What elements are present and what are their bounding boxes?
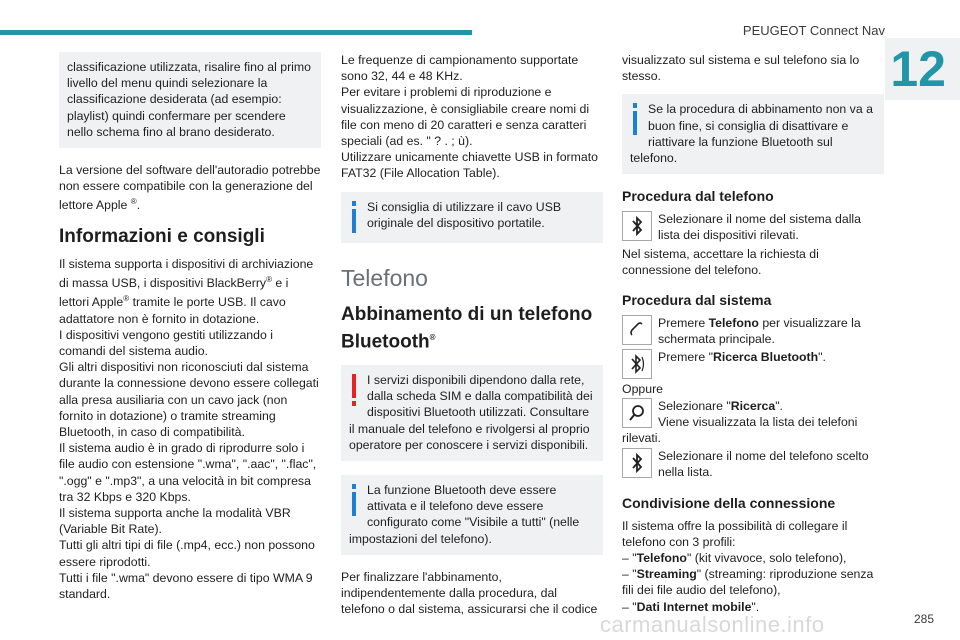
info-icon [349, 201, 359, 233]
info-note-bluetooth [341, 475, 603, 555]
system-step-1: Premere Telefono per visualizzare la schermata principale. [622, 315, 884, 347]
phone-after-text: Nel sistema, accettare la richiesta di connessione del telefono. [622, 246, 819, 277]
sharing-intro: Il sistema offre la possibilità di collegare il telefono con 3 profili: [622, 518, 848, 549]
info-line: Tutti i file ".wma" devono essere di tipo WMA 9 standard. [59, 570, 313, 601]
phone-handset-icon [622, 315, 652, 345]
system-step-4: Selezionare il nome del telefono scelto nella lista. [622, 448, 884, 480]
info-line: Gli altri dispositivi non riconosciuti dal sistema durante la connessione devono essere collegati alla presa ausiliaria con un cavo jack (non fornito in dotazione) o tramite streaming Bluetooth, in caso di compatibilità. [59, 360, 319, 439]
info-icon [349, 484, 359, 516]
info-note-retry [622, 94, 884, 174]
header-accent-bar [0, 30, 472, 35]
info-line: Tutti gli altri tipi di file (.mp4, ecc.) non possono essere riprodotti. [59, 538, 315, 569]
manual-title: PEUGEOT Connect Nav [742, 23, 885, 38]
info-icon [630, 103, 640, 135]
warning-note-text: I servizi disponibili dipendono dalla rete, dalla scheda SIM e dalla compatibilità dei dispositivi Bluetooth utilizzati. Consultare il manuale del telefono e rivolgersi al proprio operatore per conoscere i servizi disponibili. [349, 372, 593, 452]
bluetooth-search-icon [622, 349, 652, 379]
system-step-3: Selezionare "Ricerca". Viene visualizzata la lista dei telefoni rilevati. [622, 398, 858, 446]
info-tips-heading: Informazioni e consigli [59, 225, 265, 247]
section-title-telefono: Telefono [341, 264, 428, 291]
connection-sharing-heading: Condivisione della connessione [622, 494, 836, 511]
warning-icon [349, 374, 359, 406]
info-line: Il sistema audio è in grado di riprodurre solo i file audio con estensione ".wma", ".aac", ".flac", ".ogg" e ".mp3", a una velocità in bit compresa tra 32 Kbps e 320 Kbps. [59, 441, 317, 504]
info-line: Le frequenze di campionamento supportate sono 32, 44 e 48 KHz. [341, 53, 579, 84]
watermark: carmanualsonline.info [600, 612, 825, 637]
bluetooth-icon [622, 211, 652, 241]
info-note-bluetooth-text: La funzione Bluetooth deve essere attivata e il telefono deve essere configurato come "Visibile a tutti" (nelle impostazioni del telefono). [349, 482, 580, 546]
profile-item: – "Telefono" (kit vivavoce, solo telefono), [622, 551, 847, 566]
warning-note [341, 365, 603, 461]
info-line: I dispositivi vengono gestiti utilizzando i comandi del sistema audio. [59, 327, 273, 358]
search-icon [622, 398, 652, 428]
phone-step: Selezionare il nome del sistema dalla lista dei dispositivi rilevati. [622, 211, 884, 243]
chapter-number: 12 [890, 41, 946, 97]
info-line: Il sistema supporta anche la modalità VBR (Variable Bit Rate). [59, 505, 291, 537]
pairing-code-paragraph-cont: visualizzato sul sistema e sul telefono sia lo stesso. [622, 53, 860, 84]
column-2 [341, 52, 603, 617]
oppure-label: Oppure [622, 382, 664, 397]
pairing-heading: Abbinamento di un telefono Bluetooth® [341, 303, 593, 352]
continued-box [59, 52, 321, 148]
info-note-usb [341, 192, 603, 243]
pairing-code-paragraph: Per finalizzare l'abbinamento, indipendentemente dalla procedura, dal telefono o dal sistema, assicurarsi che il codice [341, 569, 598, 617]
system-procedure-heading: Procedura dal sistema [622, 292, 772, 309]
info-line: Utilizzare unicamente chiavette USB in formato FAT32 (File Allocation Table). [341, 150, 598, 181]
usb-paragraph: Il sistema supporta i dispositivi di archiviazione di massa USB, i dispositivi BlackBerry® e i lettori Apple® tramite le porte USB. Il cavo adattatore non è fornito in dotazione. [59, 256, 314, 326]
info-note-usb-text: Si consiglia di utilizzare il cavo USB originale del dispositivo portatile. [367, 199, 562, 230]
column-3 [622, 52, 884, 615]
phone-procedure-heading: Procedura dal telefono [622, 188, 774, 205]
column-1 [59, 52, 321, 602]
page-number: 285 [913, 612, 934, 626]
system-step-2: Premere "Ricerca Bluetooth". [622, 349, 884, 379]
info-note-retry-text: Se la procedura di abbinamento non va a buon fine, si consiglia di disattivare e riattivare la funzione Bluetooth sul telefono. [630, 102, 873, 166]
bluetooth-icon [622, 448, 652, 478]
apple-compat-paragraph: La versione del software dell'autoradio potrebbe non essere compatibile con la generazione del lettore Apple ®. [59, 163, 321, 213]
profile-item: – "Dati Internet mobile". [622, 599, 760, 614]
continued-box-text: classificazione utilizzata, risalire fino al primo livello del menu quindi selezionare la classificazione desiderata (ad esempio: playlist) quindi confermare per scendere nello schema fino al brano desiderato. [67, 60, 311, 139]
info-line: Per evitare i problemi di riproduzione e visualizzazione, è consigliabile creare nomi di file con meno di 20 caratteri e senza caratteri speciali (ad es. " ? . ; ù). [341, 85, 590, 149]
profile-item: – "Streaming" (streaming: riproduzione senza fili dei file audio del telefono), [622, 567, 874, 598]
